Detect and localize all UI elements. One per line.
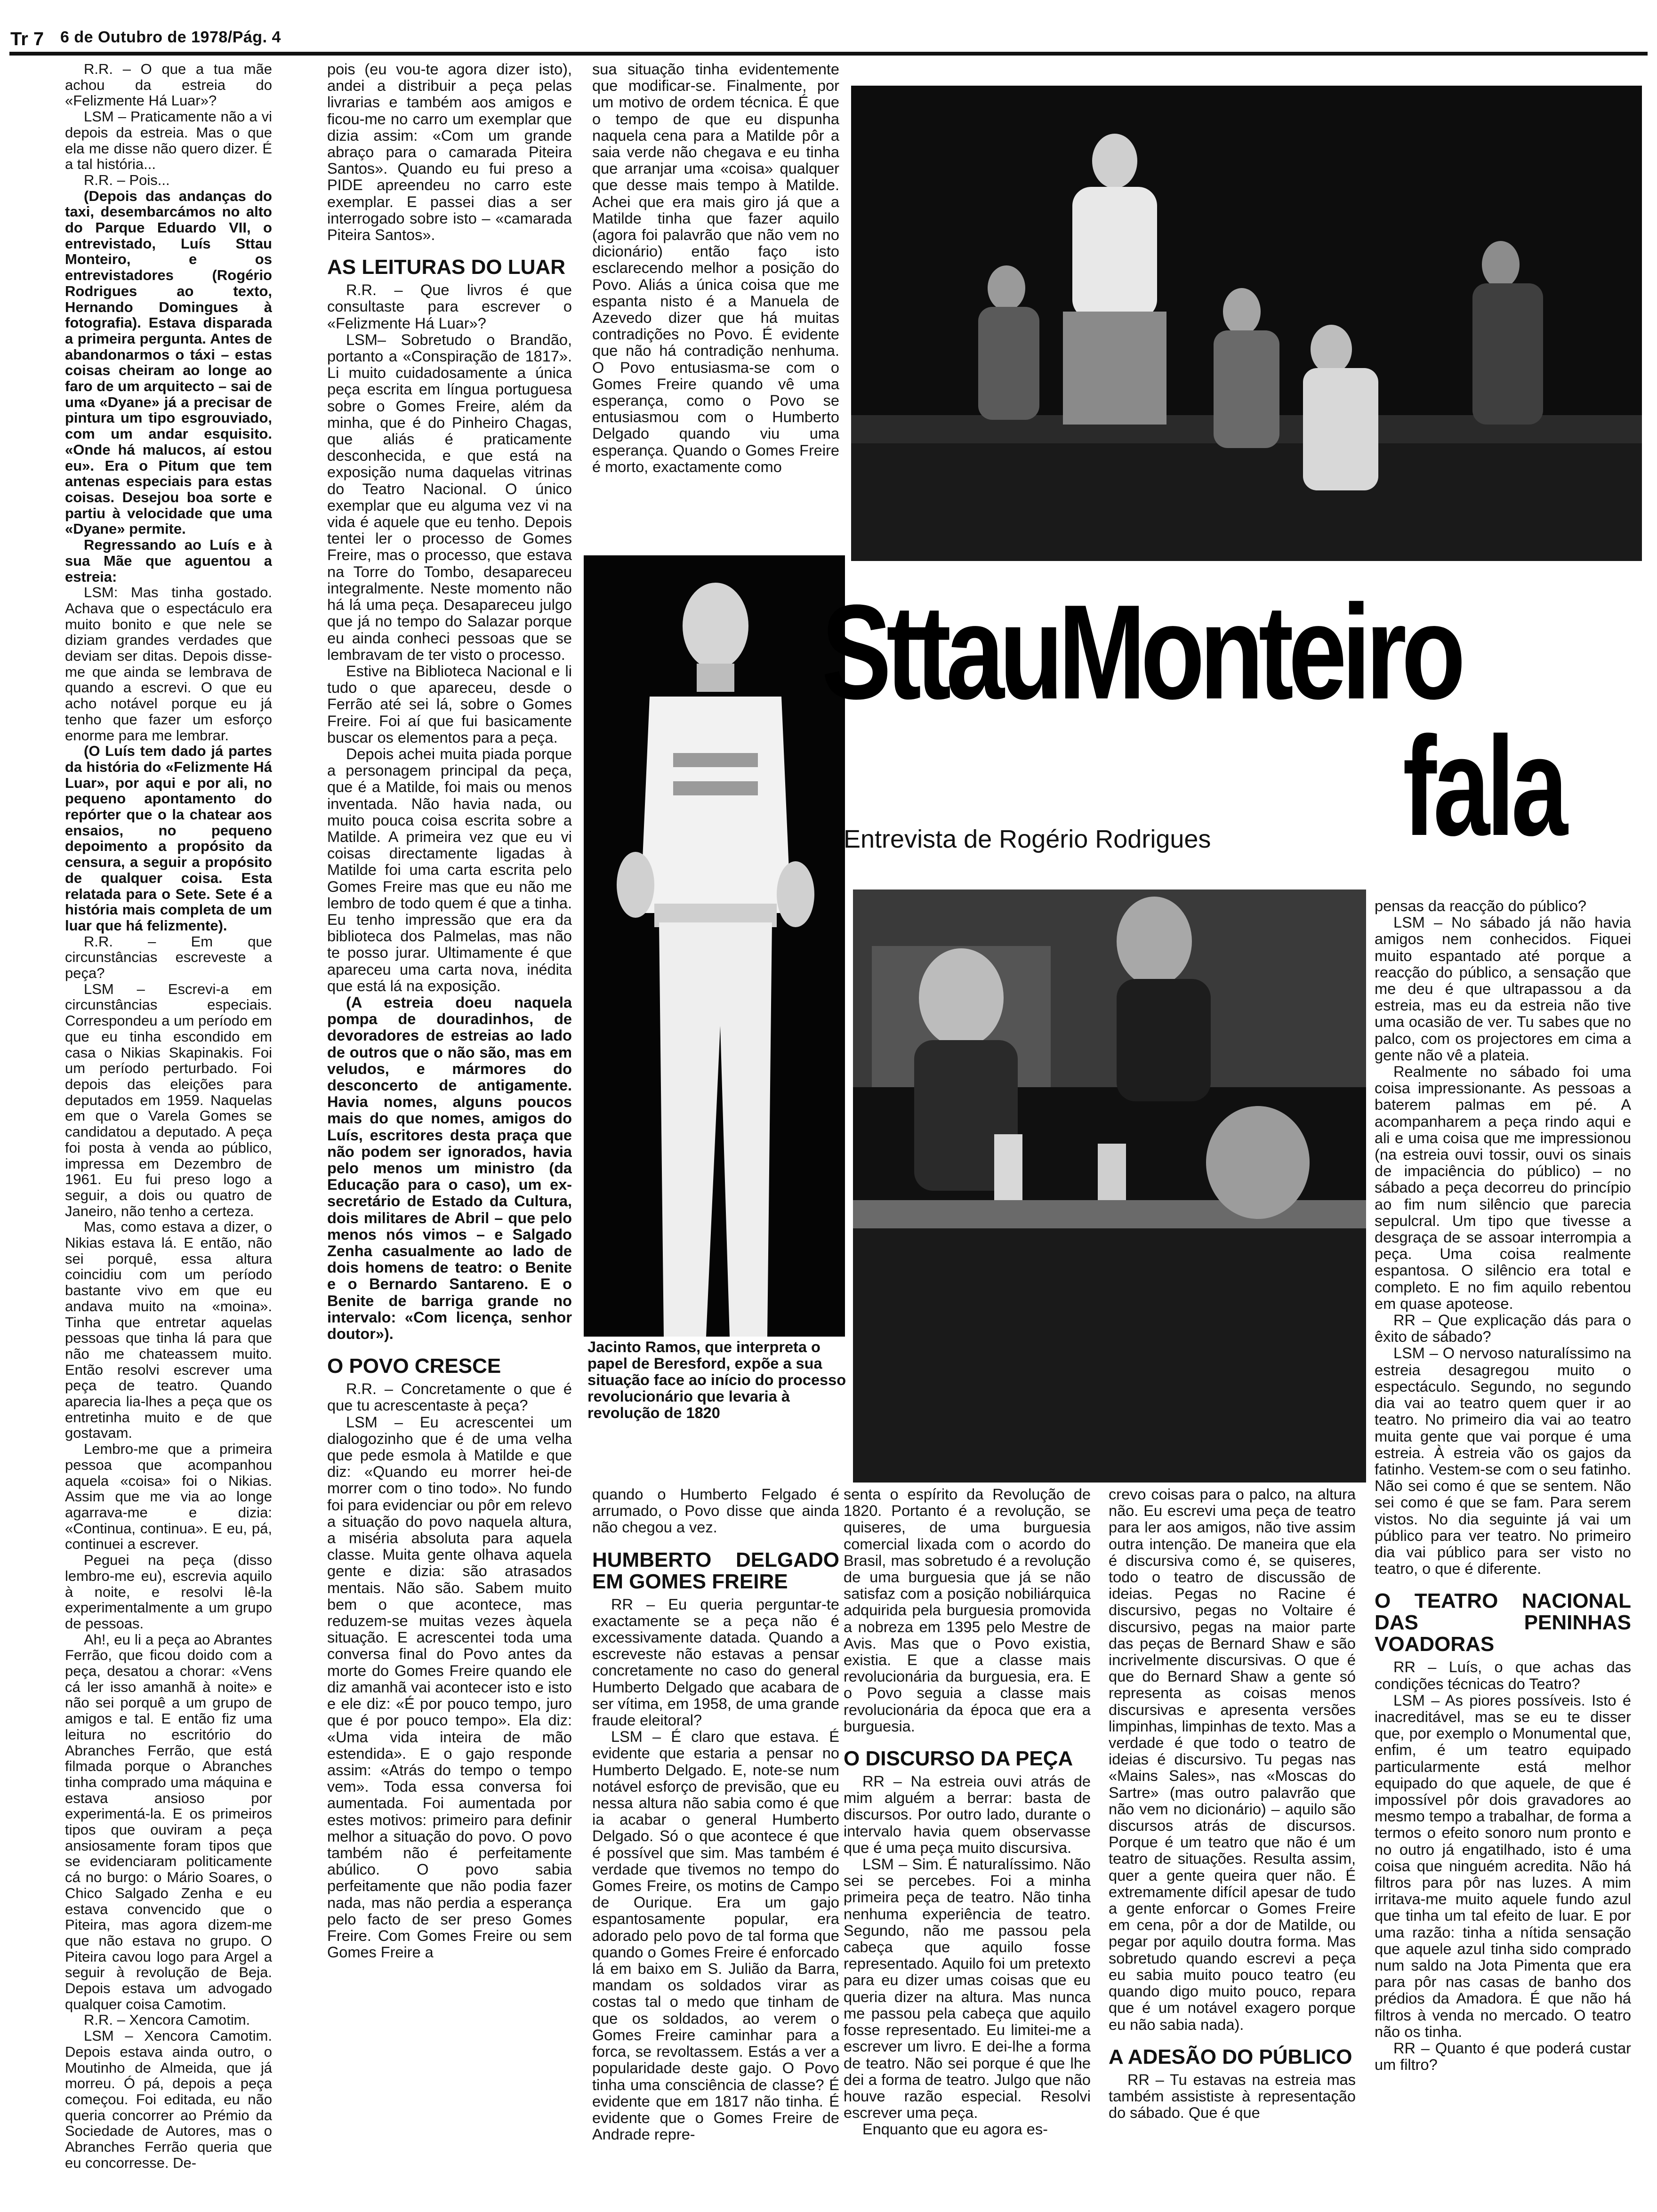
text-column-4 <box>844 1486 1091 2202</box>
text-column-6 <box>1375 898 1631 2202</box>
paragraph: RR – Na estreia ouvi atrás de mim alguém a berrar: basta de discursos. Por outro lado, durante o intervalo havia quem observasse que é uma peça muito discursiva. <box>844 1773 1091 1856</box>
paragraph: Ah!, eu li a peça ao Abrantes Ferrão, que ficou doido com a peça, desatou a chorar: «Vens cá ler isso amanhã à noite» e não sei porquê a um grupo de amigos e tal. E então fiz uma leitura no escritório do Abranches Ferrão, que está filmada porque o Abranches tinha comprado uma máquina e estava ansioso por experimentá-la. E os primeiros tipos que ouviram a peça ansiosamente foram tipos que se evidenciaram politicamente cá no burgo: o Mário Soares, o Chico Salgado Zenha e eu estava convencido que o Piteira, mas agora dizem-me que não estava no grupo. O Piteira cavou logo para Argel a seguir à revolução de Beja. Depois estava um advogado qualquer coisa Camotim. <box>65 1631 272 2012</box>
text-column-5 <box>1109 1486 1356 2202</box>
stage-photo-top <box>851 86 1642 561</box>
paragraph: RR – Quanto é que poderá custar um filtro? <box>1375 2040 1631 2074</box>
interview-photo <box>853 890 1366 1483</box>
paragraph: (Depois das andanças do taxi, desembarcámos no alto do Parque Eduardo VII, o entrevistado, Luís Sttau Monteiro, e os entrevistadores (Rogério Rodrigues ao texto, Hernando Domingues à fotografia). Estava disparada a primeira pergunta. Antes de abandonarmos o táxi – estas coisas cheiram ao longe ao faro de um arquitecto – sai de uma «Dyane» já a precisar de pintura um tipo esgrouviado, com um andar esquisito. «Onde há malucos, aí estou eu». Era o Pitum que tem antenas especiais para estas coisas. Desejou boa sorte e partiu à velocidade que uma «Dyane» permite. <box>65 187 272 537</box>
paragraph: LSM – Xencora Camotim. Depois estava ainda outro, o Moutinho de Almeida, que já morreu. Ó pá, depois a peça começou. Foi editada, eu não queria concorrer ao Prémio da Sociedade de Autores, mas o Abranches Ferrão queria que eu concorresse. De- <box>65 2028 272 2171</box>
section-heading: O TEATRO NACIONAL DAS PENINHAS VOADORAS <box>1375 1589 1631 1656</box>
paragraph: pensas da reacção do público? <box>1375 898 1586 914</box>
byline: Entrevista de Rogério Rodrigues <box>844 825 1211 853</box>
logo-text: Tr 7 <box>10 29 44 48</box>
paragraph: R.R. – Xencora Camotim. <box>84 2012 250 2028</box>
issue-date-page: 6 de Outubro de 1978/Pág. 4 <box>60 28 281 46</box>
paragraph: RR – Luís, o que achas das condições técnicas do Teatro? <box>1375 1659 1631 1692</box>
paragraph: senta o espírito da Revolução de 1820. Portanto é a revolução, se quiseres, de uma burguesia comercial lixada com o acordo do Brasil, mas sobretudo é a revolução de uma burguesia que já se não satisfaz com a posição nobiliárquica adquirida pela burguesia promovida a nobreza em 1395 pelo Mestre de Avis. Mas que o Povo existia, existia. E que a classe mais revolucionária da burguesia, era. E o Povo seguia a classe mais revolucionária da época que era a burguesia. <box>844 1486 1091 1735</box>
paragraph: Regressando ao Luís e à sua Mãe que aguentou a estreia: <box>65 537 272 585</box>
paragraph: LSM– Sobretudo o Brandão, portanto a «Conspiração de 1817». Li muito cuidadosamente a única peça escrita em língua portuguesa sobre o Gomes Freire, além da minha, que é do Pinheiro Chagas, que aliás é praticamente desconhecida, e que está na exposição numa daquelas vitrinas do Teatro Nacional. O único exemplar que eu alguma vez vi na vida é aquele que eu tenho. Depois tentei ler o processo de Gomes Freire, mas o processo, que estava na Torre do Tombo, desapareceu integralmente. Neste momento não há lá uma peça. Desapareceu julgo que já no tempo do Salazar porque eu ainda conheci pessoas que se lembravam de ter visto o processo. <box>327 331 572 663</box>
paragraph: LSM – Sim. É naturalíssimo. Não sei se percebes. Foi a minha primeira peça de teatro. Não tinha nenhuma experiência de teatro. Segundo, não me passou pela cabeça que aquilo fosse representado. Aquilo foi um pretexto para eu dizer umas coisas que eu queria dizer na altura. Mas nunca me passou pela cabeça que aquilo fosse representado. Eu limitei-me a escrever um livro. E dei-lhe a forma de teatro. Não sei porque é que lhe dei a forma de teatro. Julgo que não houve razão especial. Resolvi escrever uma peça. <box>844 1856 1091 2122</box>
headline-title: SttauMonteiro <box>821 577 1461 727</box>
paragraph: sua situação tinha evidentemente que modificar-se. Finalmente, por um motivo de ordem técnica. É que o tempo de que eu dispunha naquela cena para a Matilde pôr a saia verde não chegava e eu tinha que arranjar uma «coisa» qualquer que desse mais tempo à Matilde. Achei que era mais giro já que a Matilde tinha que fazer aquilo (agora foi palavrão que não vem no dicionário) então faço isto esclarecendo melhor a posição do Povo. Aliás a única coisa que me espanta nisto é a Manuela de Azevedo dizer que há muitas contradições no Povo. É evidente que não há contradição nenhuma. O Povo entusiasma-se com o Gomes Freire quando vê uma esperança, como o Povo se entusiasmou com o Humberto Delgado quando viu uma esperança. Quando o Gomes Freire é morto, exactamente como <box>592 61 839 475</box>
paragraph: Depois achei muita piada porque a personagem principal da peça, que é a Matilde, foi mais ou menos inventada. Não havia nada, ou muito pouca coisa escrita sobre a Matilde. A primeira vez que eu vi coisas directamente ligadas à Matilde foi uma carta escrita pelo Gomes Freire mas que eu não me lembro de todo quem é que a tinha. Eu tenho impressão que era da biblioteca dos Palmelas, mas não te posso jurar. Ultimamente é que apareceu uma carta nova, inédita que está lá na exposição. <box>327 745 572 994</box>
paragraph: LSM – Eu acrescentei um dialogozinho que é de uma velha que pede esmola à Matilde e que diz: «Quando eu morrer hei-de morrer com o tino todo». No fundo foi para evidenciar ou pôr em relevo a situação do povo naquela altura, a miséria absoluta para aquela classe. Muita gente olhava aquela gente e dizia: são atrasados mentais. Não são. Sabem muito bem o que acontece, mas reduzem-se muitas vezes àquela situação. E acrescentei toda uma conversa final do Povo antes da morte do Gomes Freire quando ele diz amanhã vai acontecer isto e isto e ele diz: «É por pouco tempo, juro que é por pouco tempo». Ela diz: «Uma vida inteira de mão estendida». E o gajo responde assim: «Atrás do tempo o tempo vem». Toda essa conversa foi aumentada. Foi aumentada por estes motivos: primeiro para definir melhor a situação do povo. O povo também não é perfeitamente abúlico. O povo sabia perfeitamente que não podia fazer nada, mas não perdia a esperança pelo facto de ser preso Gomes Freire. Com Gomes Freire ou sem Gomes Freire a <box>327 1413 572 1961</box>
text-column-2 <box>327 61 572 2198</box>
paragraph: Peguei na peça (disso lembro-me eu), escrevia aquilo à noite, e resolvi lê-la experimentalmente a um grupo de pessoas. <box>65 1552 272 1632</box>
paragraph: R.R. – O que a tua mãe achou da estreia do «Felizmente Há Luar»? <box>65 61 272 109</box>
paragraph: LSM – O nervoso naturalíssimo na estreia desagregou muito o espectáculo. Segundo, no segundo dia vai ao teatro quem quer ir ao teatro. No primeiro dia vai ao teatro muita gente que vai porque é uma estreia. À estreia vão os gajos da fatinho. Vestem-se com o seu fatinho. Não sei como é que se sentem. Não sei como é que se fam. Para serem vistos. No dia seguinte já vai um público para ver teatro. No primeiro dia vai público para ser visto no teatro, o que é diferente. <box>1375 1345 1631 1578</box>
paragraph: RR – Que explicação dás para o êxito de sábado? <box>1375 1312 1631 1346</box>
paragraph: crevo coisas para o palco, na altura não. Eu escrevi uma peça de teatro para ler aos amigos, não tive assim outra intenção. De maneira que ela é discursiva como é, se quiseres, todo o teatro de discussão de ideias. Pegas no Racine é discursivo, pegas no Voltaire é discursivo, pegas na maior parte das peças de Bernard Shaw e são incrivelmente discursivas. O que é que do Bernard Shaw a gente só representa as coisas menos discursivas e apresenta versões limpinhas, limpinhas de texto. Mas a verdade é que todo o teatro de ideias é discursivo. Tu pegas nas «Mains Sales», nas «Moscas do Sartre» (mas outro palavrão que não vem no dicionário) – aquilo são discursos atrás de discursos. Porque é um teatro que não é um teatro de situações. Resulta assim, quer a gente queira quer não. É extremamente difícil apesar de tudo a gente enforcar o Gomes Freire em cena, pôr a dor de Matilde, ou pegar por aquilo doutra forma. Mas sobretudo quando escrevi a peça eu sabia muito pouco teatro (eu quando digo muito pouco, repara que é um notável exagero porque eu não sabia nada). <box>1109 1486 1356 2033</box>
section-heading: O POVO CRESCE <box>327 1354 501 1378</box>
paragraph: R.R. – Pois... <box>84 171 170 188</box>
header-rule <box>9 52 1648 56</box>
paragraph: RR – Eu queria perguntar-te exactamente se a peça não é excessivamente datada. Quando a escreveste não estavas a pensar concretamente no caso do general Humberto Delgado que acabara de ser vítima, em 1958, de uma grande fraude eleitoral? <box>592 1595 839 1729</box>
paragraph: Realmente no sábado foi uma coisa impressionante. As pessoas a baterem palmas em pé. A acompanharem a peça rindo aqui e ali e uma coisa que me impressionou (na estreia ouvi tossir, ouvi os sinais de impaciência do público) – no sábado a peça decorreu do princípio ao fim num silêncio que parecia sepulcral. Um tipo que tivesse a desgraça de se assoar interrompia a peça. Uma coisa realmente espantosa. O silêncio era total e completo. E no fim aquilo rebentou em quase apoteose. <box>1375 1063 1631 1312</box>
paragraph: Mas, como estava a dizer, o Nikias estava lá. E então, não sei porquê, essa altura coincidiu com um período bastante vivo em que eu andava muito na «moina». Tinha que entretar aquelas pessoas que tinha lá para que não me chateassem muito. Então resolvi escrever uma peça de teatro. Quando aparecia lia-lhes a peça que os entretinha muito e de que gostavam. <box>65 1218 272 1442</box>
headline-title-suffix: fala <box>1403 707 1565 865</box>
paragraph: R.R. – Concretamente o que é que tu acrescentaste à peça? <box>327 1380 572 1414</box>
section-heading: AS LEITURAS DO LUAR <box>327 256 565 279</box>
paragraph: LSM – Praticamente não a vi depois da estreia. Mas o que ela me disse não quero dizer. É a tal história... <box>65 108 272 173</box>
paragraph: Enquanto que eu agora es- <box>862 2121 1048 2138</box>
section-heading: A ADESÃO DO PÚBLICO <box>1109 2045 1352 2068</box>
paragraph: RR – Tu estavas na estreia mas também assististe à representação do sábado. Que é que <box>1109 2071 1356 2122</box>
section-heading: O DISCURSO DA PEÇA <box>844 1747 1073 1771</box>
actor-portrait-photo <box>584 555 845 1337</box>
newspaper-logo <box>9 29 53 48</box>
paragraph: LSM – Escrevi-a em circunstâncias especiais. Correspondeu a um período em que eu tinha escondido em casa o Nikias Skapinakis. Foi um período perturbado. Foi depois das eleições para deputados em 1959. Naquelas em que o Varela Gomes se candidatou a deputado. A peça foi posta à venda ao público, impressa em Dezembro de 1961. Eu fui preso logo a seguir, a dois ou quatro de Janeiro, não tenho a certeza. <box>65 980 272 1219</box>
paragraph: R.R. – Que livros é que consultaste para escrever o «Felizmente Há Luar»? <box>327 281 572 332</box>
paragraph: Lembro-me que a primeira pessoa que acompanhou aquela «coisa» foi o Nikias. Assim que me via ao longe agarrava-me e dizia: «Continua, continua». E eu, pá, continuei a escrever. <box>65 1441 272 1553</box>
paragraph: LSM – É claro que estava. É evidente que estaria a pensar no Humberto Delgado. E, note-se num notável esforço de previsão, que eu nessa altura não sabia como é que ia acabar o general Humberto Delgado. Só o que acontece é que é possível que sim. Mas também é verdade que tivemos no tempo do Gomes Freire, os motins de Campo de Ourique. Era um gajo espantosamente popular, era adorado pelo povo de tal forma que quando o Gomes Freire é enforcado lá em baixo em S. Julião da Barra, mandam os soldados virar as costas tal o medo que tinham de que os soldados, ao verem o Gomes Freire caminhar para a forca, se revoltassem. Estás a ver a popularidade deste gajo. O Povo tinha uma consciência de classe? É evidente que em 1817 não tinha. É evidente que o Gomes Freire de Andrade repre- <box>592 1728 839 2143</box>
paragraph: pois (eu vou-te agora dizer isto), andei a distribuir a peça pelas livrarias e também aos amigos e ficou-me no carro um exemplar que dizia assim: «Com um grande abraço para o camarada Piteira Santos». Quando eu fui preso a PIDE apreendeu no carro este exemplar. E passei dias a ser interrogado sobre isto – «camarada Piteira Santos». <box>327 61 572 244</box>
paragraph: LSM – No sábado já não havia amigos nem conhecidos. Fiquei muito espantado até porque a reacção do público, a sensação que me deu é que ultrapassou a da estreia, mas eu da estreia não tive uma ocasião de ver. Tu sabes que no palco, com os projectores em cima a gente não vê a plateia. <box>1375 914 1631 1064</box>
paragraph: LSM: Mas tinha gostado. Achava que o espectáculo era muito bonito e que nele se diziam grandes verdades que deviam ser ditas. Depois disse-me que ainda se lembrava de quando a escrevi. O que eu acho notável porque eu já tenho que fazer um esforço enorme para me lembrar. <box>65 584 272 744</box>
paragraph: quando o Humberto Felgado é arrumado, o Povo disse que ainda não chegou a vez. <box>592 1486 839 1536</box>
text-column-3-bottom <box>592 1486 839 2202</box>
paragraph: LSM – As piores possíveis. Isto é inacreditável, mas se eu te disser que, por exemplo o Monumental que, enfim, é um teatro equipado particularmente está melhor equipado do que aquele, de que é impossível pôr dois gravadores ao mesmo tempo a trabalhar, de forma a termos o efeito sonoro num pronto e no outro já engatilhado, isto é uma coisa que ninguém acredita. Não há filtros para pôr nas luzes. A mim irritava-me muito aquele fundo azul que tinha um tal efeito de luar. E por uma razão: tinha a nítida sensação que aquele azul tinha sido comprado num saldo na Jota Pimenta que era para pôr nas casas de banho dos prédios da Amadora. É que não há filtros à venda no mercado. O teatro não os tinha. <box>1375 1691 1631 2040</box>
text-column-1 <box>65 61 272 2198</box>
paragraph: (O Luís tem dado já partes da história do «Felizmente Há Luar», por aqui e por ali, no pequeno apontamento do repórter que o la chatear aos ensaios, no pequeno depoimento a propósito da censura, a seguir a propósito de qualquer coisa. Esta relatada para o Sete. Sete é a história mais completa de um luar que há felizmente). <box>65 743 272 934</box>
section-heading: HUMBERTO DELGADO EM GOMES FREIRE <box>592 1548 839 1593</box>
paragraph: (A estreia doeu naquela pompa de douradinhos, de devoradores de estreias ao lado de outros que o não são, mas em veludos, e mármores do desconcerto de antigamente. Havia nomes, alguns poucos mais do que nomes, amigos do Luís, escritores desta praça que não podem ser ignorados, havia pelo menos um ministro (da Educação para o caso), um ex-secretário de Estado da Cultura, dois militares de Abril – que pelo menos nós vimos – e Salgado Zenha casualmente ao lado de dois homens de teatro: o Benite e o Bernardo Santareno. E o Benite de barriga grande no intervalo: «Com licença, senhor doutor»). <box>327 994 572 1343</box>
text-column-3-top <box>592 61 839 532</box>
paragraph: R.R. – Em que circunstâncias escreveste a peça? <box>65 933 272 982</box>
photo-caption: Jacinto Ramos, que interpreta o papel de Beresford, expõe a sua situação face ao início do processo revolucionário que levaria à revolução de 1820 <box>587 1338 846 1421</box>
paragraph: Estive na Biblioteca Nacional e li tudo o que apareceu, desde o Ferrão até sei lá, sobre o Gomes Freire. Foi aí que fui basicamente buscar os elementos para a peça. <box>327 662 572 746</box>
